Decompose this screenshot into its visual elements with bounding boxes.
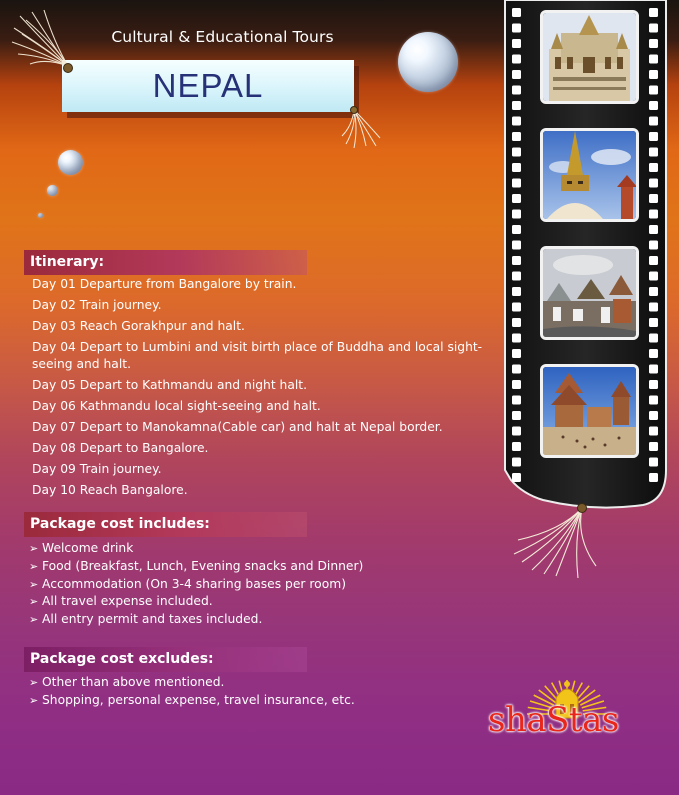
- itinerary-day: Day 03 Reach Gorakhpur and halt.: [32, 319, 245, 334]
- list-item: [29, 692, 359, 710]
- list-item-text: All travel expense included.: [42, 594, 213, 609]
- itinerary-day: Day 10 Reach Bangalore.: [32, 483, 188, 498]
- bullet-arrow-icon: ➢: [29, 693, 39, 707]
- excludes-list: [29, 674, 359, 710]
- durbar-square-photo: [540, 364, 639, 458]
- bullet-arrow-icon: ➢: [29, 559, 39, 573]
- list-item-text: Food (Breakfast, Lunch, Evening snacks and Dinner): [42, 558, 364, 573]
- temple-complex-photo: [540, 246, 639, 340]
- list-item: [29, 611, 359, 629]
- bullet-arrow-icon: ➢: [29, 613, 39, 627]
- stupa-photo: [540, 128, 639, 222]
- list-item: [29, 540, 359, 558]
- page-title: NEPAL: [152, 67, 264, 104]
- itinerary-day: Day 07 Depart to Manokamna(Cable car) and halt at Nepal border.: [32, 420, 443, 435]
- tour-subtitle: Cultural & Educational Tours: [111, 28, 334, 46]
- list-item: [29, 593, 359, 611]
- itinerary-day: Day 09 Train journey.: [32, 462, 162, 477]
- palace-photo: [540, 10, 639, 104]
- title-banner: [62, 60, 354, 112]
- list-item: [29, 674, 359, 692]
- itinerary-day: Day 05 Depart to Kathmandu and night halt.: [32, 377, 308, 392]
- list-item-text: All entry permit and taxes included.: [42, 612, 263, 627]
- itinerary-day: Day 04 Depart to Lumbini and visit birth place of Buddha and local sight-seeing and halt.: [32, 340, 483, 371]
- bubble-small-decoration: [47, 185, 58, 196]
- shastas-logo: shaStas: [488, 700, 619, 740]
- list-item-text: Other than above mentioned.: [42, 675, 225, 689]
- bullet-arrow-icon: ➢: [29, 542, 39, 555]
- list-item-text: Shopping, personal expense, travel insurance, etc.: [42, 692, 355, 707]
- list-item: [29, 558, 364, 576]
- tassel-title-decoration: [340, 106, 386, 150]
- tassel-top-left-decoration: [10, 8, 80, 78]
- bubble-large-decoration: [398, 32, 458, 92]
- bubble-tiny-decoration: [38, 213, 43, 218]
- includes-heading: Package cost includes:: [24, 512, 307, 537]
- list-item: [29, 576, 359, 594]
- bubble-medium-decoration: [58, 150, 83, 175]
- excludes-heading: Package cost excludes:: [24, 647, 307, 672]
- itinerary-list: [32, 276, 502, 503]
- itinerary-day: Day 06 Kathmandu local sight-seeing and halt.: [32, 398, 321, 413]
- itinerary-day: Day 02 Train journey.: [32, 298, 162, 313]
- bullet-arrow-icon: ➢: [29, 577, 39, 591]
- bullet-arrow-icon: ➢: [29, 676, 39, 689]
- includes-list: [29, 540, 364, 629]
- itinerary-day: Day 08 Depart to Bangalore.: [32, 441, 209, 456]
- itinerary-heading: Itinerary:: [24, 250, 307, 275]
- list-item-text: Welcome drink: [42, 541, 134, 555]
- tassel-film-decoration: [512, 500, 602, 580]
- list-item-text: Accommodation (On 3-4 sharing bases per room): [42, 576, 346, 591]
- bullet-arrow-icon: ➢: [29, 595, 39, 609]
- itinerary-day: Day 01 Departure from Bangalore by train.: [32, 277, 297, 291]
